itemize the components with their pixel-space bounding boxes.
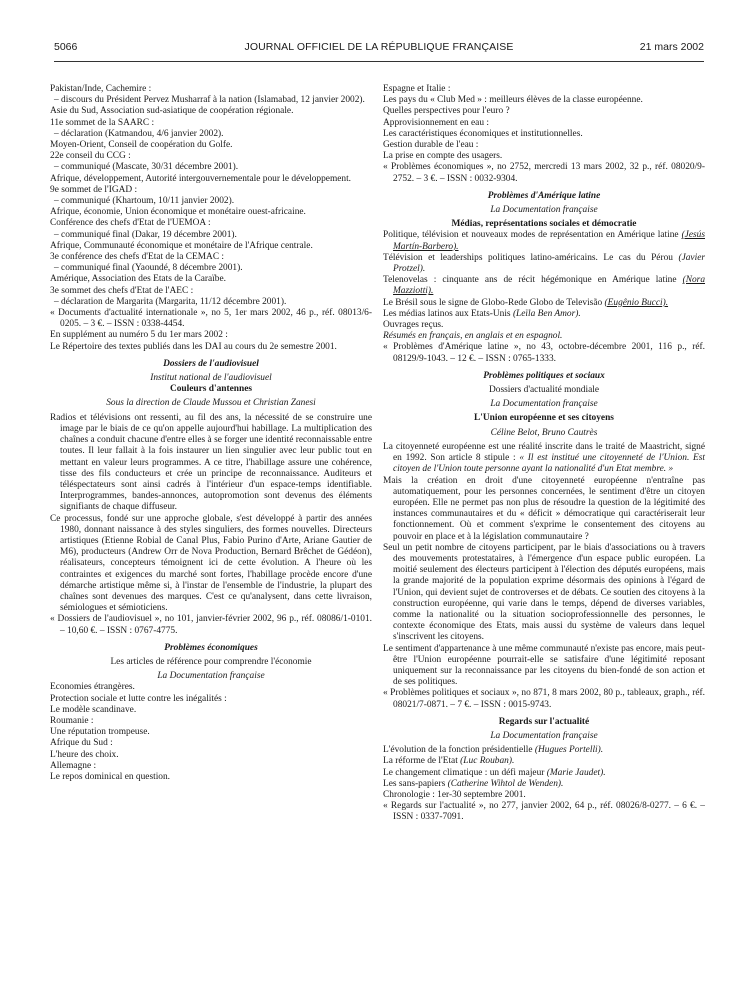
amerique-heading: Problèmes d'Amérique latine [487, 190, 601, 201]
intl-line: Afrique, Communauté économique et monétaire de l'Afrique centrale. [50, 240, 313, 251]
amerique-ouvrages: Ouvrages reçus. [383, 320, 444, 331]
eco-line: Approvisionnement en eau : [383, 117, 489, 128]
audiovisuel-paragraph: Ce processus, fondé sur une approche globale, s'est développé à partir des années 1980, donnant naissance à des styles singuliers, des formes nouvelles. Directeurs artistiques (Etienne Robial de Canal Plus, Fabio Purino d'Arte, Ariane Gautier de M6), producteurs (Andrew Orr de Nova Production, Bernard Brêchet de Gédéon), réalisateurs, concepteurs témoignent ici de cette évolution. A l'heure où les contraintes et exigences du marché sont fortes, l'habillage procède encore d'une démarche artistique même si, à l'instar de l'ensemble de l'industrie, la plupart des chaînes sont devenues des marques. C'est ce qu'analysent, dans cette livraison, sémiologues et sémioticiens. [50, 513, 372, 614]
regards-item-author: (Hugues Portelli). [534, 745, 604, 756]
amerique-item-author: (Jesús Martín-Barbero). [393, 230, 705, 252]
intl-line: 11e sommet de la SAARC : [50, 117, 155, 128]
regards-item [383, 768, 705, 779]
economiques-heading: Problèmes économiques [164, 642, 258, 653]
eco-reference: « Problèmes économiques », no 2752, mercredi 13 mars 2002, 32 p., réf. 08020/9-2752. – 3 €. – ISSN : 0032-9304. [383, 162, 705, 184]
politiques-authors: Céline Belot, Bruno Cautrès [490, 427, 598, 438]
economiques-list [50, 682, 372, 783]
international-list [50, 84, 372, 308]
intl-line: Conférence des chefs d'Etat de l'UEMOA : [50, 218, 211, 229]
eco-line: La prise en compte des usagers. [383, 151, 503, 162]
politiques-title: L'Union européenne et ses citoyens [474, 413, 614, 424]
intl-line: 3e conférence des chefs d'Etat de la CEMAC : [50, 252, 225, 263]
regards-item-text: L'évolution de la fonction présidentielle [383, 745, 533, 756]
politiques-reference: « Problèmes politiques et sociaux », no 871, 8 mars 2002, 80 p., tableaux, graph., réf. 08021/7-0871. – 7 €. – ISSN : 0015-9743. [383, 688, 705, 710]
economiques-line: Afrique du Sud : [50, 738, 113, 749]
politiques-para1-text: La citoyenneté européenne est une réalité inscrite dans le traité de Maastricht, signé en 1992. Son article 8 stipule : [383, 441, 705, 464]
regards-item-text: Le changement climatique : un défi majeur [383, 767, 545, 778]
audiovisuel-publisher: Institut national de l'audiovisuel [150, 373, 272, 384]
intl-line: Amérique, Association des Etats de la Caraïbe. [50, 274, 226, 285]
eco-line: Gestion durable de l'eau : [383, 140, 479, 151]
supplement-intro: En supplément au numéro 5 du 1er mars 2002 : [50, 330, 228, 341]
intl-line: Moyen-Orient, Conseil de coopération du Golfe. [50, 140, 233, 151]
economiques-line: Protection sociale et lutte contre les inégalités : [50, 693, 227, 704]
intl-reference: « Documents d'actualité internationale », no 5, 1er mars 2002, 46 p., réf. 08013/6-0205. – 3 €. – ISSN : 0338-4454. [50, 308, 372, 330]
amerique-reference: « Problèmes d'Amérique latine », no 43, octobre-décembre 2001, 116 p., réf. 08129/9-1043. – 12 €. – ISSN : 0765-1333. [383, 342, 705, 364]
page-number: 5066 [54, 41, 78, 53]
intl-line: Pakistan/Inde, Cachemire : [50, 84, 152, 94]
header-rule [54, 61, 704, 62]
amerique-item [383, 275, 705, 297]
audiovisuel-paragraph: Radios et télévisions ont ressenti, au fil des ans, la nécessité de se construire une image par le biais de ce qu'on appelle aujourd'hui habillage. La multiplication des chaînes a conduit chacune d'entre elles à se forger une identité reconnaissable entre toutes. Il leur fallait à la fois instaurer un lien singulier avec leur public tout en mettant en valeur leurs programmes. A ce titre, l'habillage assure une cohérence, tisse des fils conducteurs et crée un principe de reconnaissance. Auditeurs et téléspectateurs sont ainsi cadrés à l'intérieur d'un espace-temps identifiable. Interprogrammes, bandes-annonces, autopromotion sont devenus des éléments signifiants de chaque diffuseur. [50, 412, 372, 513]
amerique-item-text: Politique, télévision et nouveaux modes de représentation en Amérique latine [383, 230, 679, 241]
economiques-line: Roumanie : [50, 715, 94, 726]
intl-line: – déclaration de Margarita (Margarita, 11/12 décembre 2001). [54, 296, 287, 307]
amerique-item-author: (Eugênio Bucci). [604, 297, 669, 308]
amerique-resumes: Résumés en français, en anglais et en espagnol. [383, 331, 563, 342]
politiques-paragraph: Seul un petit nombre de citoyens participent, par le biais d'associations ou à travers des mouvements protestataires, à l'émergence d'un espace public européen. La moitié seulement des électeurs participent à l'élection des députés européens, mais la grande majorité de la population exprime désormais des opinions à l'égard de l'Union, qui devient sujet de controverses et de débats. Ce soutien des citoyens à la construction européenne, qui varie dans le temps, dépend de diverses variables, comme la nationalité ou la situation socioprofessionnelle des personnes, le contexte économique des Etats, mais aussi du système de valeurs dans lequel s'inscrivent les citoyens. [383, 542, 705, 643]
intl-line: Asie du Sud, Association sud-asiatique de coopération régionale. [50, 106, 294, 117]
audiovisuel-direction: Sous la direction de Claude Mussou et Christian Zanesi [106, 398, 316, 409]
intl-line: – déclaration (Katmandou, 4/6 janvier 2002). [54, 128, 224, 139]
regards-item-author: (Marie Jaudet). [546, 767, 606, 778]
eco-line: Quelles perspectives pour l'euro ? [383, 106, 510, 117]
regards-item [383, 745, 705, 756]
eco-continued-list [383, 84, 705, 162]
regards-heading: Regards sur l'actualité [498, 716, 590, 727]
eco-line: Les pays du « Club Med » : meilleurs élèves de la classe européenne. [383, 95, 643, 106]
regards-item [383, 756, 705, 767]
intl-line: Afrique, économie, Union économique et monétaire ouest-africaine. [50, 207, 306, 218]
regards-publisher: La Documentation française [490, 730, 598, 741]
intl-line: – communiqué final (Dakar, 19 décembre 2001). [54, 229, 237, 240]
left-column [50, 84, 372, 783]
intl-line: Afrique, développement, Autorité intergouvernementale pour le développement. [50, 173, 352, 184]
amerique-item-text: Telenovelas : cinquante ans de récit hégémonique en Amérique latine [383, 275, 677, 286]
intl-line: 22e conseil du CCG : [50, 151, 131, 162]
economiques-publisher: La Documentation française [157, 671, 265, 682]
audiovisuel-reference: « Dossiers de l'audiovisuel », no 101, janvier-février 2002, 96 p., réf. 08086/1-0101. – 10,60 €. – ISSN : 0767-4775. [50, 614, 372, 636]
economiques-line: Le repos dominical en question. [50, 771, 171, 782]
regards-item-author: (Catherine Wihtol de Wenden). [447, 778, 564, 789]
regards-reference: « Regards sur l'actualité », no 277, janvier 2002, 64 p., réf. 08026/8-0277. – 6 €. – ISSN : 0337-7091. [383, 801, 705, 823]
politiques-para1-quote: « Il est institué une citoyenneté de l'Union. Est citoyen de l'Union toute personne ayant la nationalité d'un Etat membre. » [393, 453, 705, 475]
regards-item [383, 779, 705, 790]
politiques-heading: Problèmes politiques et sociaux [483, 370, 605, 381]
amerique-item-author: (Leïla Ben Amor). [512, 308, 581, 319]
politiques-dossiers: Dossiers d'actualité mondiale [489, 385, 599, 396]
issue-date: 21 mars 2002 [639, 41, 704, 53]
amerique-item [383, 230, 705, 252]
amerique-item [383, 253, 705, 275]
amerique-item-author: (Nora Mazziotti). [393, 275, 706, 297]
economiques-line: Allemagne : [50, 760, 97, 771]
amerique-item-text: Les médias latinos aux Etats-Unis [383, 308, 511, 319]
economiques-line: Le modèle scandinave. [50, 704, 137, 715]
eco-line: Les caractéristiques économiques et institutionnelles. [383, 128, 583, 139]
amerique-item [383, 309, 705, 320]
regards-item-text: Les sans-papiers [383, 778, 446, 789]
intl-line: – communiqué (Mascate, 30/31 décembre 2001). [54, 162, 239, 173]
amerique-item-text: Télévision et leaderships politiques latino-américains. Le cas du Pérou [383, 252, 673, 263]
intl-line: 9e sommet de l'IGAD : [50, 184, 138, 195]
audiovisuel-title: Couleurs d'antennes [169, 384, 253, 395]
economiques-line: Economies étrangères. [50, 682, 135, 693]
regards-chronologie: Chronologie : 1er-30 septembre 2001. [383, 789, 526, 800]
amerique-item-author: (Javier Protzel). [393, 252, 705, 275]
politiques-paragraph: Le sentiment d'appartenance à une même communauté n'existe pas encore, mais peut-être l'Union européenne pourrait-elle se satisfaire d'une légitimité reposant uniquement sur la reconnaissance par les citoyens du bien-fondé de son action et de ses politiques. [383, 643, 706, 688]
politiques-paragraph [383, 442, 705, 476]
economiques-line: L'heure des choix. [50, 749, 119, 760]
economiques-subtitle: Les articles de référence pour comprendre l'économie [110, 656, 312, 667]
supplement-text: Le Répertoire des textes publiés dans les DAI au cours du 2e semestre 2001. [50, 341, 337, 352]
regards-item-text: La réforme de l'Etat [383, 756, 458, 767]
amerique-publisher: La Documentation française [490, 205, 598, 216]
amerique-title: Médias, représentations sociales et démocratie [451, 219, 637, 230]
intl-line: – discours du Président Pervez Musharraf à la nation (Islamabad, 12 janvier 2002). [54, 95, 365, 106]
politiques-paragraph: Mais la création en droit d'une citoyenneté européenne n'entraîne pas automatiquement, pour les personnes concernées, le sentiment d'être un citoyen européen. Elle ne permet pas non plus de résoudre la question de la légitimité des instances communautaires et du « déficit » démocratique qui caractériserait leur fonctionnement. Où et comment s'exprime le consentement des citoyens au pouvoir en place et à la législation communautaire ? [383, 475, 705, 542]
intl-line: – communiqué final (Yaoundé, 8 décembre 2001). [54, 263, 243, 274]
journal-title: JOURNAL OFFICIEL DE LA RÉPUBLIQUE FRANÇAISE [244, 41, 514, 53]
audiovisuel-heading: Dossiers de l'audiovisuel [163, 358, 259, 369]
economiques-line: Une réputation trompeuse. [50, 727, 150, 738]
page-header [54, 41, 704, 59]
intl-line: 3e sommet des chefs d'Etat de l'AEC : [50, 285, 194, 296]
intl-line: – communiqué (Khartoum, 10/11 janvier 2002). [54, 196, 235, 207]
right-column [383, 84, 705, 824]
eco-line: Espagne et Italie : [383, 84, 451, 94]
amerique-item [383, 298, 705, 309]
politiques-publisher: La Documentation française [490, 399, 598, 410]
regards-item-author: (Luc Rouban). [460, 756, 515, 767]
amerique-item-text: Le Brésil sous le signe de Globo-Rede Globo de Televisão [383, 297, 603, 308]
